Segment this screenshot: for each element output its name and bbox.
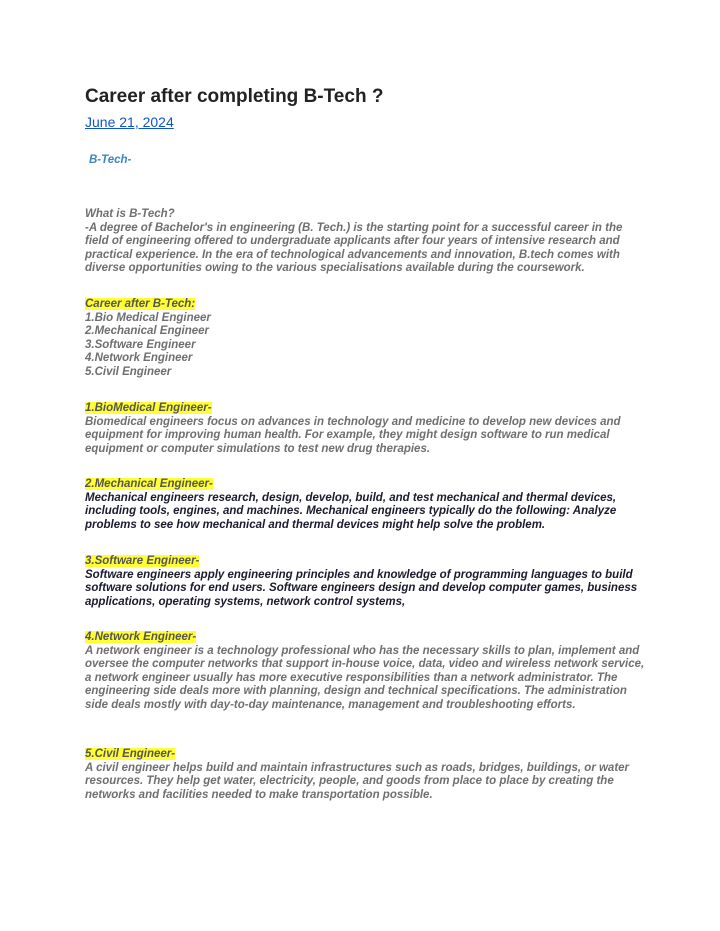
section-civil: [85, 748, 645, 802]
section-body: A network engineer is a technology professional who has the necessary skills to plan, implement and oversee the computer networks that support in-house voice, data, video and wireless network service, a network engineer usually has more executive responsibilities than a network administrator. The engineering side deals more with planning, design and technical specifications. The administration side deals mostly with day-to-day maintenance, management and troubleshooting efforts.: [85, 644, 645, 711]
list-item: 3.Software Engineer: [85, 338, 196, 351]
list-item: 1.Bio Medical Engineer: [85, 311, 211, 324]
what-is-answer: -A degree of Bachelor's in engineering (B. Tech.) is the starting point for a successful career in the field of engineering offered to undergraduate applicants after four years of intensive research and practical experience. In the era of technological advancements and innovation, B.tech comes with diverse opportunities owing to the various specialisations available during the coursework.: [85, 221, 623, 275]
section-body: A civil engineer helps build and maintain infrastructures such as roads, bridges, buildings, or water resources. They help get water, electricity, people, and goods from place to place by creating the networks and facilities needed to make transportation possible.: [85, 761, 630, 801]
section-software: [85, 555, 645, 609]
post-date-link[interactable]: June 21, 2024: [85, 114, 174, 130]
section-heading: 4.Network Engineer-: [85, 631, 197, 643]
list-item: 2.Mechanical Engineer: [85, 325, 209, 338]
section-heading: 2.Mechanical Engineer-: [85, 478, 213, 490]
subheading: B-Tech-: [89, 154, 132, 166]
career-list-heading: Career after B-Tech:: [85, 298, 196, 310]
section-heading: 5.Civil Engineer-: [85, 748, 176, 760]
section-body: Biomedical engineers focus on advances in technology and medicine to develop new devices and equipment for improving human health. For example, they might design software to run medical equipment or computer simulations to test new drug therapies.: [85, 415, 621, 455]
section-heading: 1.BioMedical Engineer-: [85, 402, 212, 414]
section-heading: 3.Software Engineer-: [85, 555, 200, 567]
section-network: [85, 631, 645, 713]
section-body: Mechanical engineers research, design, develop, build, and test mechanical and thermal devices, including tools, engines, and machines. Mechanical engineers typically do the following: Analyze problems to see how mechanical and thermal devices might help solve the problem.: [85, 491, 617, 531]
career-list-section: [85, 298, 645, 380]
section-mechanical: [85, 478, 645, 532]
list-item: 5.Civil Engineer: [85, 365, 172, 378]
section-biomedical: [85, 402, 645, 456]
page-title: Career after completing B-Tech ?: [85, 86, 384, 107]
section-body: Software engineers apply engineering principles and knowledge of programming languages to build software solutions for end users. Software engineers design and develop computer games, business applications, operating systems, network control systems,: [85, 568, 638, 608]
what-is-section: [85, 208, 645, 276]
list-item: 4.Network Engineer: [85, 352, 193, 365]
what-is-question: What is B-Tech?: [85, 208, 175, 220]
